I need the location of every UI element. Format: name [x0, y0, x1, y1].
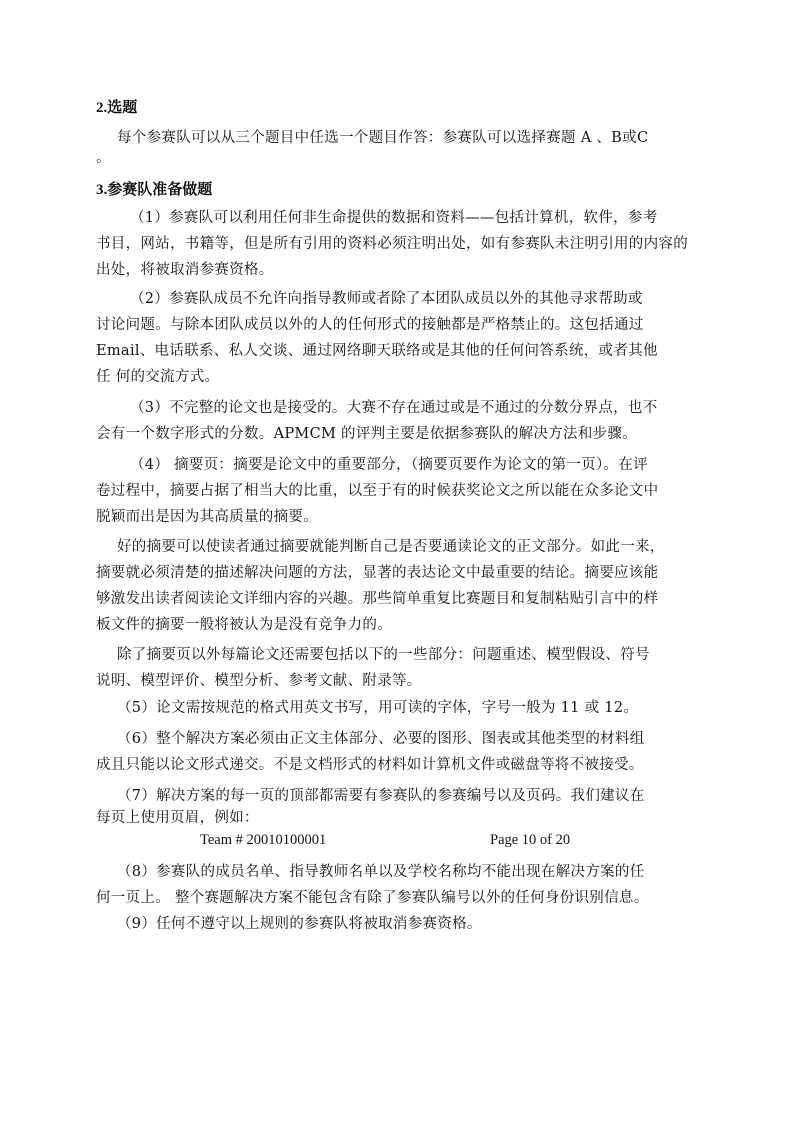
parts-line-2: 说明、模型评价、模型分析、参考文献、附录等。	[96, 673, 422, 689]
example-header-page: Page 10 of 20	[490, 832, 571, 848]
example-header-team: Team # 20010100001	[200, 832, 327, 848]
item-4-line-2: 卷过程中，摘要占据了相当大的比重，以至于有的时候获奖论文之所以能在众多论文中	[96, 483, 659, 499]
section-2-line-1: 每个参赛队可以从三个题目中任选一个题目作答：参赛队可以选择赛题 A 、B或C	[117, 130, 649, 146]
item-2-line-2: 讨论问题。与除本团队成员以外的人的任何形式的接触都是严格禁止的。这包括通过	[96, 317, 644, 333]
item-3-line-2: 会有一个数字形式的分数。APMCM 的评判主要是依据参赛队的解决方法和步骤。	[96, 426, 638, 442]
item-1-line-3: 出处，将被取消参赛资格。	[96, 262, 274, 278]
item-2-line-4: 任 何的交流方式。	[96, 369, 220, 385]
section-2-title: 2.选题	[96, 100, 138, 116]
abstract-line-1: 好的摘要可以使读者通过摘要就能判断自己是否要通读论文的正文部分。如此一来，	[117, 539, 665, 555]
section-3-title: 3.参赛队准备做题	[96, 182, 213, 198]
item-6-line-1: （6）整个解决方案必须由正文主体部分、必要的图形、图表或其他类型的材料组	[117, 731, 645, 747]
item-4-line-3: 脱颖而出是因为其高质量的摘要。	[96, 509, 318, 525]
item-9-line-1: （9）任何不遵守以上规则的参赛队将被取消参赛资格。	[117, 916, 482, 932]
item-6-line-2: 成且只能以论文形式递交。不是文档形式的材料如计算机文件或磁盘等将不被接受。	[96, 757, 644, 773]
item-7-line-1: （7）解决方案的每一页的顶部都需要有参赛队的参赛编号以及页码。我们建议在	[117, 788, 645, 804]
item-1-line-2: 书目，网站，书籍等，但是所有引用的资料必须注明出处，如有参赛队未注明引用的内容的	[96, 236, 688, 252]
item-4-line-1: （4） 摘要页：摘要是论文中的重要部分，（摘要页要作为论文的第一页）。在评	[130, 457, 648, 473]
item-2-line-3: Email、电话联系、私人交谈、通过网络聊天联络或是其他的任何问答系统，或者其他	[96, 343, 658, 359]
abstract-line-3: 够激发出读者阅读论文详细内容的兴趣。那些简单重复比赛题目和复制粘贴引言中的样	[96, 591, 659, 607]
abstract-line-2: 摘要就必须清楚的描述解决问题的方法，显著的表达论文中最重要的结论。摘要应该能	[96, 565, 659, 581]
item-7-line-2: 每页上使用页眉，例如：	[96, 810, 259, 826]
abstract-line-4: 板文件的摘要一般将被认为是没有竞争力的。	[96, 617, 392, 633]
item-5-line-1: （5）论文需按规范的格式用英文书写，用可读的字体，字号一般为 11 或 12。	[117, 700, 639, 716]
item-8-line-2: 何一页上。 整个赛题解决方案不能包含有除了参赛队编号以外的任何身份识别信息。	[96, 890, 649, 906]
section-2-line-2: 。	[96, 150, 111, 166]
parts-line-1: 除了摘要页以外每篇论文还需要包括以下的一些部分：问题重述、模型假设、符号	[117, 647, 650, 663]
item-1-line-1: （1）参赛队可以利用任何非生命提供的数据和资料——包括计算机，软件，参考	[130, 210, 658, 226]
item-8-line-1: （8）参赛队的成员名单、指导教师名单以及学校名称均不能出现在解决方案的任	[117, 864, 645, 880]
item-3-line-1: （3）不完整的论文也是接受的。大赛不存在通过或是不通过的分数分界点，也不	[130, 400, 658, 416]
item-2-line-1: （2）参赛队成员不允许向指导教师或者除了本团队成员以外的其他寻求帮助或	[130, 291, 643, 307]
